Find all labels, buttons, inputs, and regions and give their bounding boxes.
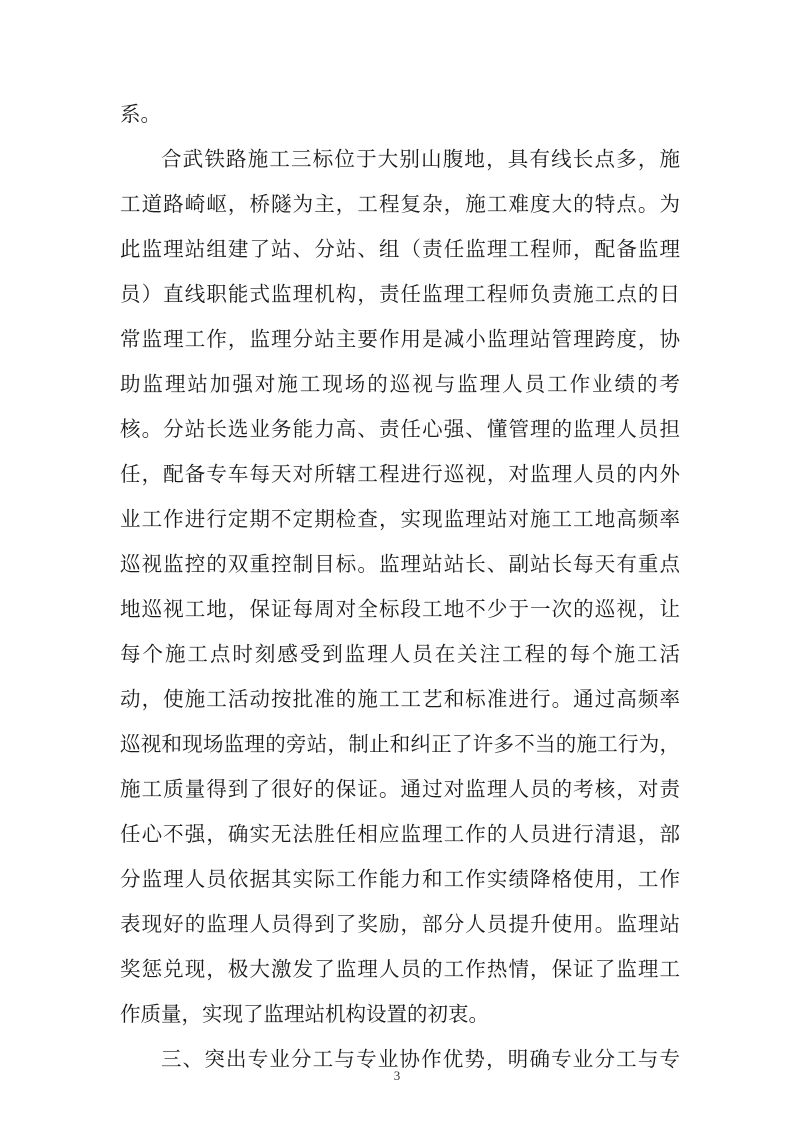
text-line: 地巡视工地，保证每周对全标段工地不少于一次的巡视，让 <box>120 597 680 621</box>
text-line: 巡视监控的双重控制目标。监理站站长、副站长每天有重点 <box>120 552 680 576</box>
text-line: 常监理工作，监理分站主要作用是减小监理站管理跨度，协 <box>120 327 680 351</box>
text-line: 每个施工点时刻感受到监理人员在关注工程的每个施工活 <box>120 642 680 666</box>
paragraph-first-line: 合武铁路施工三标位于大别山腹地，具有线长点多，施 <box>161 147 680 171</box>
text-line: 系。 <box>120 102 161 126</box>
text-line: 施工质量得到了很好的保证。通过对监理人员的考核，对责 <box>120 777 680 801</box>
text-line: 此监理站组建了站、分站、组（责任监理工程师，配备监理 <box>120 237 680 261</box>
paragraph-last-line: 作质量，实现了监理站机构设置的初衷。 <box>120 1002 489 1026</box>
text-line: 奖惩兑现，极大激发了监理人员的工作热情，保证了监理工 <box>120 957 680 981</box>
text-line: 分监理人员依据其实际工作能力和工作实绩降格使用，工作 <box>120 867 680 891</box>
text-line: 巡视和现场监理的旁站，制止和纠正了许多不当的施工行为， <box>120 732 680 756</box>
text-line: 任心不强，确实无法胜任相应监理工作的人员进行清退，部 <box>120 822 680 846</box>
text-line: 助监理站加强对施工现场的巡视与监理人员工作业绩的考 <box>120 372 680 396</box>
text-line: 动，使施工活动按批准的施工工艺和标准进行。通过高频率 <box>120 687 680 711</box>
section-heading-line: 三、突出专业分工与专业协作优势，明确专业分工与专 <box>161 1047 680 1071</box>
text-line: 工道路崎岖，桥隧为主，工程复杂，施工难度大的特点。为 <box>120 192 680 216</box>
text-line: 任，配备专车每天对所辖工程进行巡视，对监理人员的内外 <box>120 462 680 486</box>
page-number: 3 <box>393 1068 401 1083</box>
text-line: 员）直线职能式监理机构，责任监理工程师负责施工点的日 <box>120 282 680 306</box>
text-line: 核。分站长选业务能力高、责任心强、懂管理的监理人员担 <box>120 417 680 441</box>
text-line: 业工作进行定期不定期检查，实现监理站对施工工地高频率 <box>120 507 680 531</box>
text-line: 表现好的监理人员得到了奖励，部分人员提升使用。监理站 <box>120 912 680 936</box>
